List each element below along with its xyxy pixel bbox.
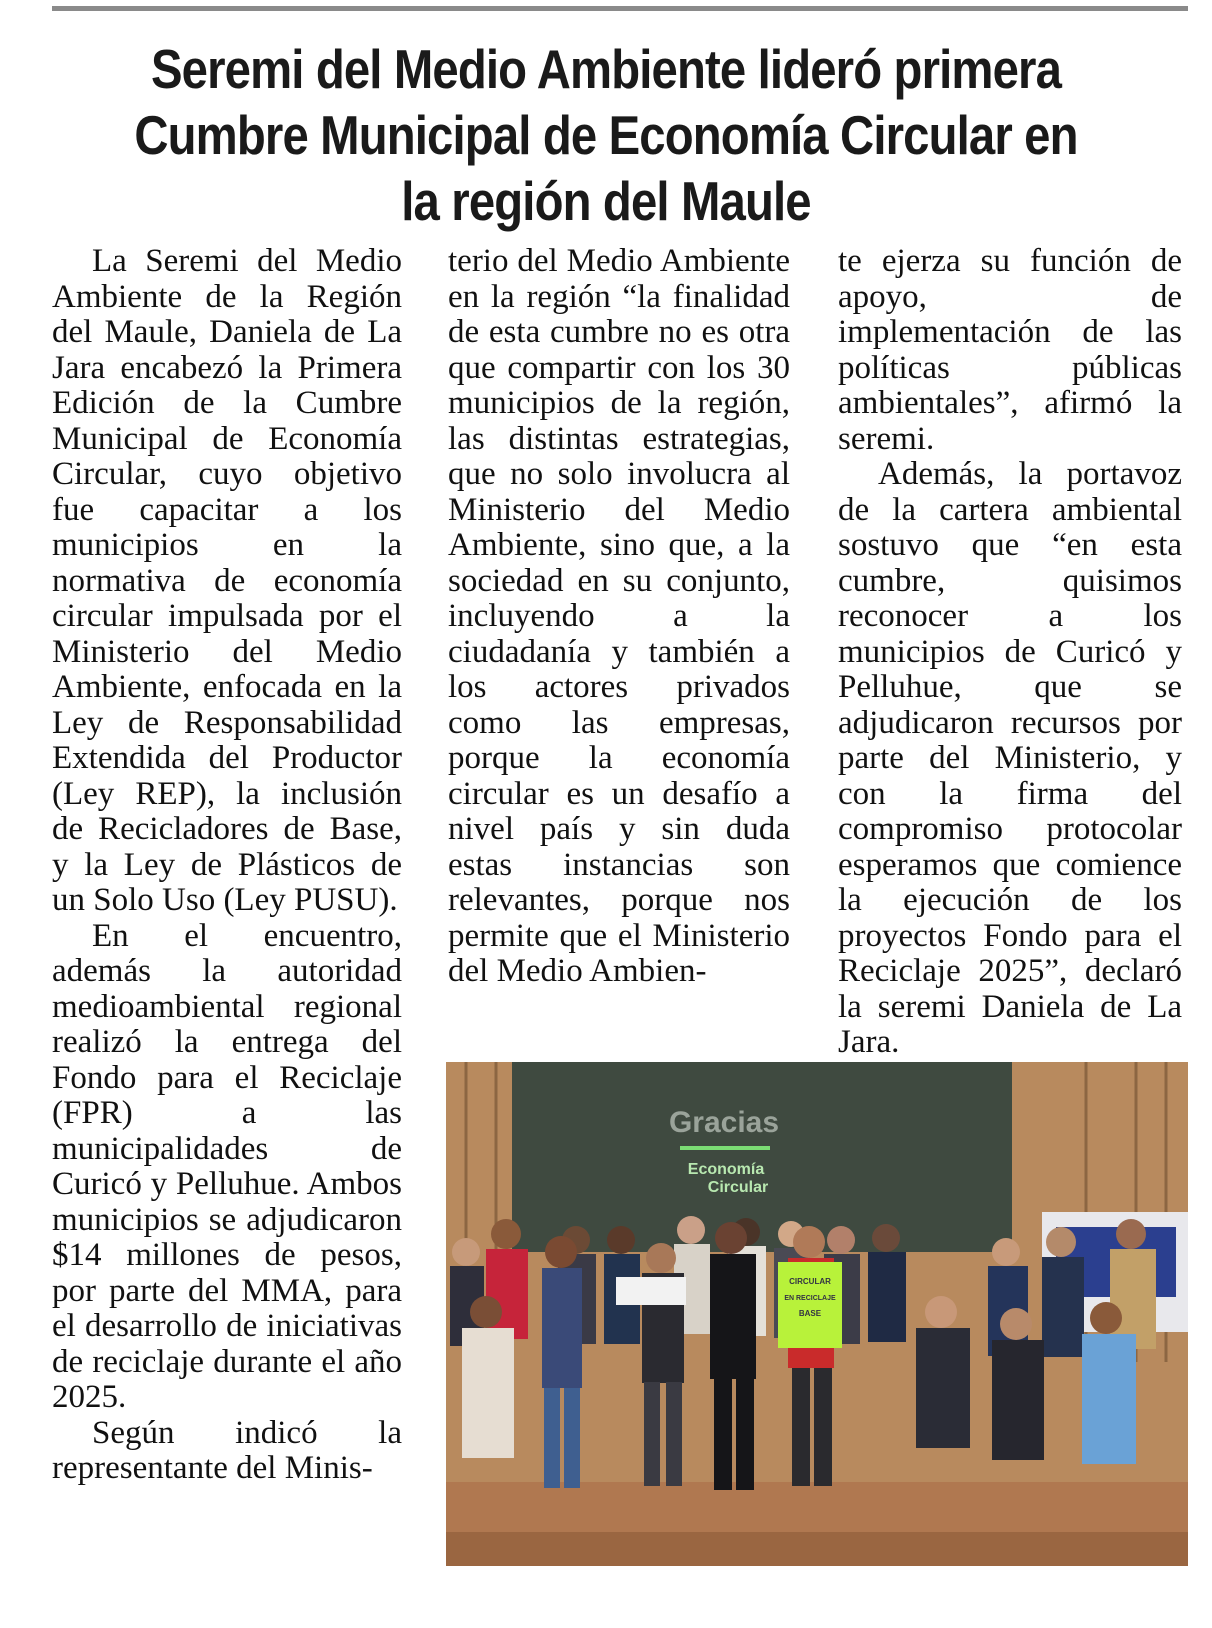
paragraph: terio del Medio Ambiente en la región “la finalidad de esta cumbre no es otra que compartir con los 30 municipios de la región, las distintas estrategias, que no solo involucra al Ministerio del Medio Ambiente, sino que, a la sociedad en su conjunto, incluyendo a la ciudadanía y también a los actores privados como las empresas, porque la economía circular es un desafío a nivel país y sin duda estas instancias son relevantes, porque nos permite que el Ministerio del Medio Ambien-	[448, 243, 790, 989]
screen-title: Gracias	[668, 1106, 780, 1139]
shirt-text: CIRCULAR	[789, 1277, 831, 1286]
headline: Seremi del Medio Ambiente lideró primera Cumbre Municipal de Economía Circular en la región del Maule	[134, 38, 1078, 232]
paragraph: Según indicó la representante del Minis-	[52, 1414, 402, 1486]
body-column-3	[838, 244, 1182, 1061]
body-column-1	[52, 244, 402, 1487]
screen-subtitle-1: Economía	[687, 1161, 765, 1178]
shirt-text: EN RECICLAJE	[784, 1295, 836, 1302]
body-column-2	[448, 244, 790, 990]
shirt-text: BASE	[798, 1309, 822, 1318]
check-sign	[616, 1277, 686, 1305]
stage-front	[446, 1532, 1188, 1566]
paragraph: te ejerza su función de apoyo, de implementación de las políticas públicas ambientales”, afirmó la seremi.	[838, 243, 1182, 457]
paragraph: Además, la portavoz de la cartera ambiental sostuvo que “en esta cumbre, quisimos reconocer a los municipios de Curicó y Pelluhue, que se adjudicaron recursos por parte del Ministerio, y con la firma del compromiso protocolar esperamos que comience la ejecución de los proyectos Fondo para el Reciclaje 2025”, declaró la seremi Daniela de La Jara.	[838, 456, 1182, 1060]
group-photo-illustration	[446, 1062, 1188, 1566]
paragraph: La Seremi del Medio Ambiente de la Región del Maule, Daniela de La Jara encabezó la Primera Edición de la Cumbre Municipal de Economía Circular, cuyo objetivo fue capacitar a los municipios en la normativa de economía circular impulsada por el Ministerio del Medio Ambiente, enfocada en la Ley de Responsabilidad Extendida del Productor (Ley REP), la inclusión de Recicladores de Base, y la Ley de Plásticos de un Solo Uso (Ley PUSU).	[52, 243, 402, 918]
event-photo	[446, 1062, 1188, 1566]
green-shirt	[778, 1262, 842, 1348]
paragraph: En el encuentro, además la autoridad medioambiental regional realizó la entrega del Fondo para el Reciclaje (FPR) a las municipalidades de Curicó y Pelluhue. Ambos municipios se adjudicaron $14 millones de pesos, por parte del MMA, para el desarrollo de iniciativas de reciclaje durante el año 2025.	[52, 917, 402, 1415]
screen-subtitle-2: Circular	[707, 1179, 769, 1196]
screen-accent-bar	[680, 1146, 770, 1150]
projection-screen	[512, 1062, 1012, 1252]
top-rule	[52, 6, 1188, 11]
